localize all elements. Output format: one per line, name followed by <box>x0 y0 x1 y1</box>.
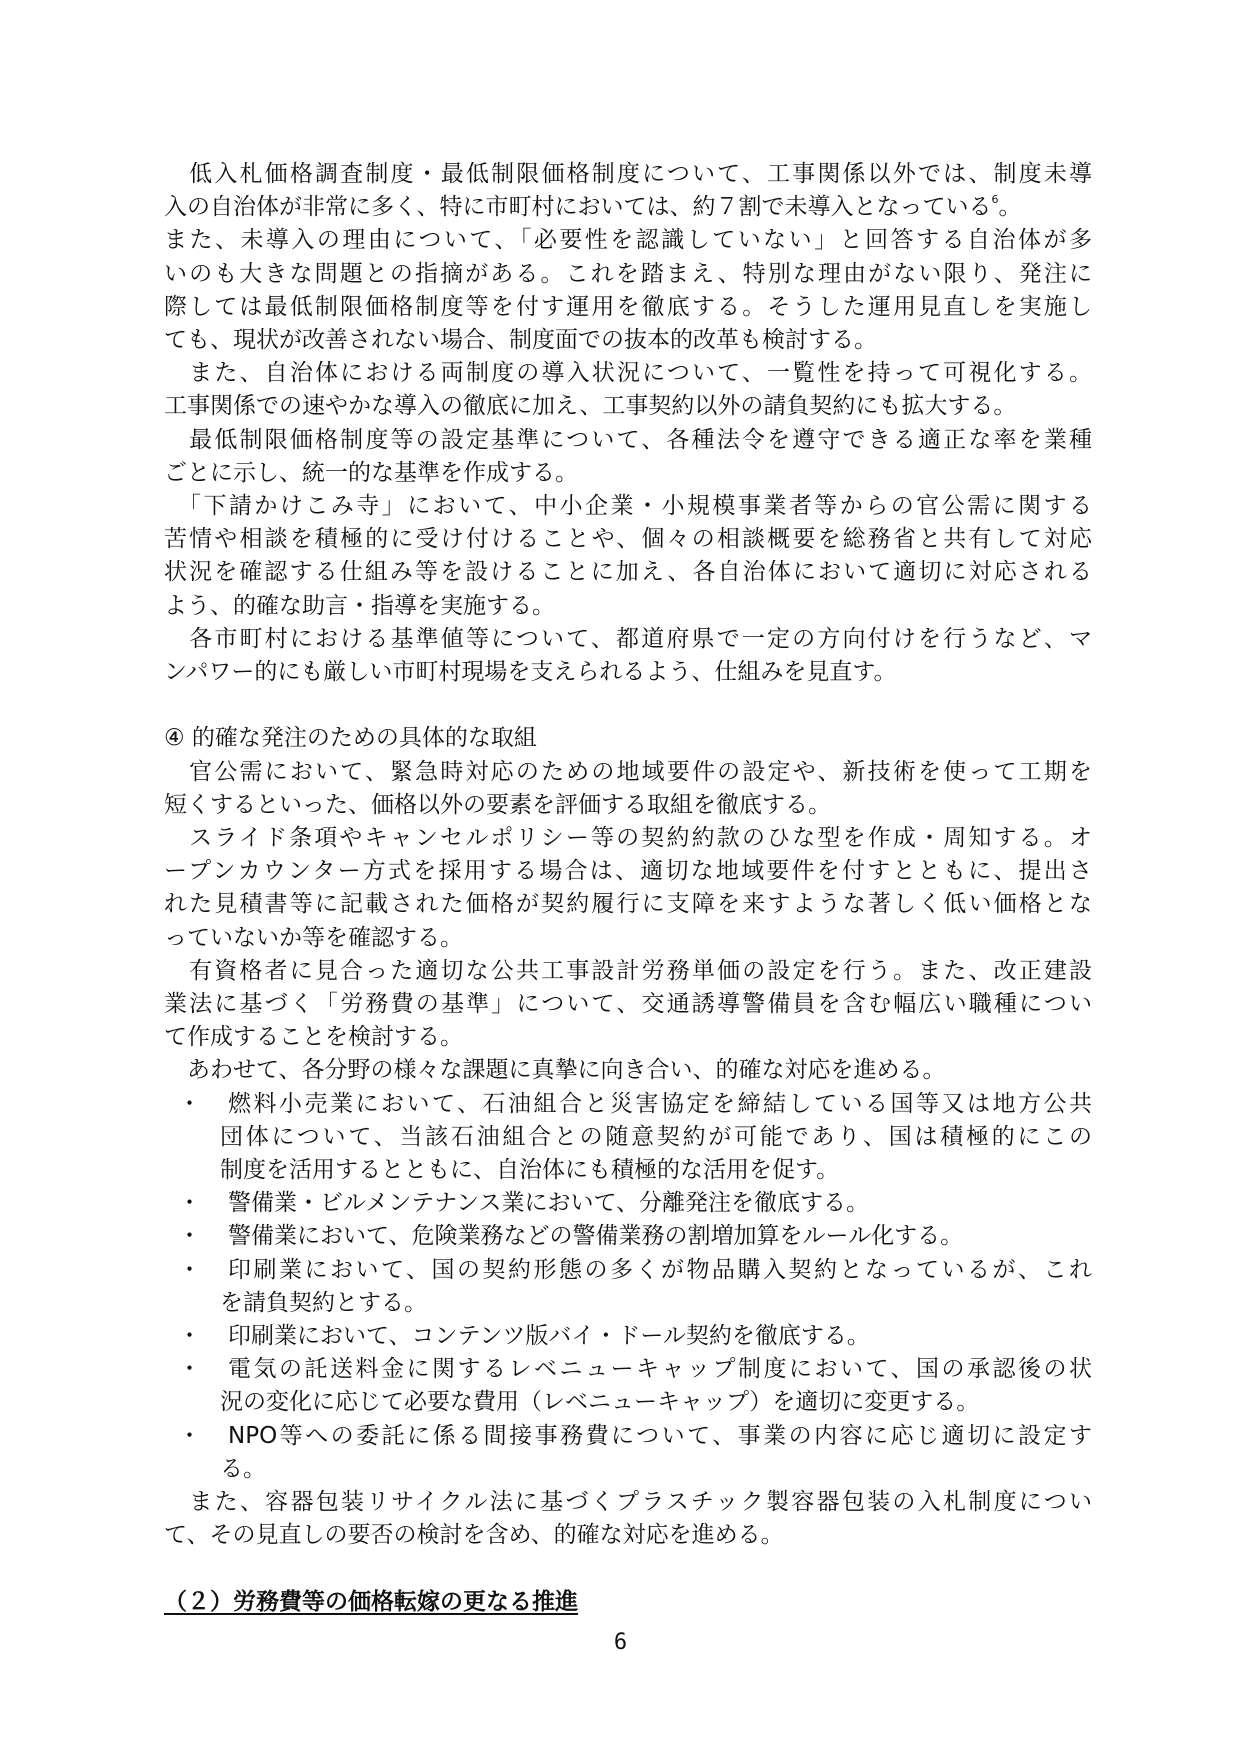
paragraph-line <box>164 789 1092 822</box>
bullet-item-line <box>178 1187 1092 1220</box>
text-span: 苦情や相談を積極的に受け付けることや、個々の相談概要を総務省と共有して対応 <box>164 526 1092 553</box>
text-span: また、自治体における両制度の導入状況について、一覧性を持って可視化する。 <box>164 360 1092 387</box>
text-span: 「下請かけこみ寺」において、中小企業・小規模事業者等からの官公需に関する <box>164 493 1092 519</box>
text-span: 有資格者に見合った適切な公共工事設計労務単価の設定を行う。また、改正建設 <box>164 957 1092 984</box>
paragraph-line <box>164 955 1092 988</box>
paragraph-line <box>164 291 1092 324</box>
bullet-item-line <box>178 1220 1092 1253</box>
body-text <box>164 0 1092 1755</box>
paragraph-line <box>164 623 1092 656</box>
paragraph-line <box>164 324 1092 357</box>
text-span: 業法に基づく「労務費の基準」について、交通誘導警備員を含む幅広い職種につい <box>164 991 1092 1017</box>
bullet-item-line <box>220 1453 1092 1486</box>
text-span: 入の自治体が非常に多く、特に市町村においては、約７割で未導入となっている <box>164 194 992 221</box>
bullet-item-line <box>220 1386 1092 1419</box>
paragraph-line <box>164 1054 1092 1087</box>
paragraph-line <box>164 656 1092 689</box>
paragraph-line <box>164 756 1092 789</box>
footnote-ref: 6 <box>991 193 999 207</box>
bullet-item-line <box>220 1154 1092 1187</box>
text-span: （２）労務費等の価格転嫁の更なる推進 <box>164 1588 578 1615</box>
bullet-item-line <box>178 1088 1092 1121</box>
footnote-tail: 。 <box>998 194 1022 221</box>
text-span: いのも大きな問題との指摘がある。これを踏まえ、特別な理由がない限り、発注に <box>164 260 1092 287</box>
text-span: 状況を確認する仕組み等を設けることに加え、各自治体において適切に対応される <box>164 559 1092 586</box>
bullet-item-line <box>220 1121 1092 1154</box>
section-heading <box>164 1586 578 1619</box>
bullet-item-line <box>178 1353 1092 1386</box>
paragraph-line <box>164 523 1092 556</box>
text-span: 際しては最低制限価格制度等を付す運用を徹底する。そうした運用見直しを実施し <box>164 293 1092 320</box>
text-span: 印刷業において、コンテンツ版バイ・ドール契約を徹底する。 <box>228 1323 870 1349</box>
text-span: 工事関係での速やかな導入の徹底に加え、工事契約以外の請負契約にも拡大する。 <box>164 393 1017 420</box>
paragraph-line <box>164 158 1092 191</box>
text-span: 低入札価格調査制度・最低制限価格制度について、工事関係以外では、制度未導 <box>164 161 1092 187</box>
page-number: 6 <box>613 1630 628 1655</box>
text-span: 各市町村における基準値等について、都道府県で一定の方向付けを行うなど、マ <box>164 625 1092 652</box>
paragraph-line <box>164 357 1092 390</box>
text-span: 短くするといった、価格以外の要素を評価する取組を徹底する。 <box>164 791 831 818</box>
bullet-mark: ・ <box>178 1223 201 1250</box>
text-span: 官公需において、緊急時対応のための地域要件の設定や、新技術を使って工期を <box>164 758 1092 785</box>
bullet-mark: ・ <box>178 1090 201 1117</box>
text-span: 警備業において、危険業務などの警備業務の割増加算をルール化する。 <box>228 1223 964 1250</box>
paragraph-line <box>164 822 1092 855</box>
paragraph-line <box>164 922 1092 955</box>
text-span: 最低制限価格制度等の設定基準について、各種法令を遵守できる適正な率を業種 <box>164 426 1092 453</box>
paragraph-line <box>164 1486 1092 1519</box>
paragraph-line <box>164 258 1092 291</box>
text-span: ンパワー的にも厳しい市町村現場を支えられるよう、仕組みを見直す。 <box>164 659 897 685</box>
paragraph-line <box>164 224 1092 257</box>
paragraph-line <box>164 988 1092 1021</box>
text-span: ープンカウンター方式を採用する場合は、適切な地域要件を付すとともに、提出さ <box>164 858 1092 885</box>
bullet-item-line <box>178 1320 1092 1353</box>
text-span: て、その見直しの要否の検討を含め、的確な対応を進める。 <box>164 1522 784 1549</box>
text-span: ても、現状が改善されない場合、制度面での抜本的改革も検討する。 <box>164 327 877 353</box>
paragraph-line <box>164 191 1092 224</box>
text-span: 印刷業において、国の契約形態の多くが物品購入契約となっているが、これ <box>228 1256 1092 1283</box>
bullet-mark: ・ <box>178 1323 201 1349</box>
paragraph-line <box>164 590 1092 623</box>
bullet-item-line <box>178 1420 1092 1453</box>
bullet-item-line <box>178 1254 1092 1287</box>
paragraph-line <box>164 1519 1092 1552</box>
bullet-mark: ・ <box>178 1422 201 1449</box>
text-span: あわせて、各分野の様々な課題に真摯に向き合い、的確な対応を進める。 <box>164 1057 946 1084</box>
text-span: ④ 的確な発注のための具体的な取組 <box>164 725 537 752</box>
text-span: また、容器包装リサイクル法に基づくプラスチック製容器包装の入札制度につい <box>164 1489 1092 1515</box>
bullet-item-line <box>220 1287 1092 1320</box>
paragraph-line <box>164 556 1092 589</box>
paragraph-line <box>164 457 1092 490</box>
paragraph-line <box>164 390 1092 423</box>
text-span: る。 <box>220 1455 266 1482</box>
paragraph-line <box>164 1021 1092 1054</box>
text-span: 警備業・ビルメンテナンス業において、分離発注を徹底する。 <box>228 1190 870 1217</box>
text-span: を請負契約とする。 <box>220 1289 427 1316</box>
text-span: NPO等への委託に係る間接事務費について、事業の内容に応じ適切に設定す <box>228 1422 1092 1449</box>
text-span: 燃料小売業において、石油組合と災害協定を締結している国等又は地方公共 <box>228 1090 1092 1117</box>
section-heading <box>164 722 1092 755</box>
paragraph-line <box>164 855 1092 888</box>
text-span: 況の変化に応じて必要な費用（レベニューキャップ）を適切に変更する。 <box>220 1389 980 1416</box>
paragraph-line <box>164 424 1092 457</box>
text-span: スライド条項やキャンセルポリシー等の契約約款のひな型を作成・周知する。オ <box>164 825 1092 851</box>
text-span: ごとに示し、統一的な基準を作成する。 <box>164 459 578 486</box>
bullet-mark: ・ <box>178 1256 201 1283</box>
bullet-mark: ・ <box>178 1190 201 1217</box>
text-span: 電気の託送料金に関するレベニューキャップ制度において、国の承認後の状 <box>228 1356 1092 1383</box>
paragraph-line <box>164 490 1092 523</box>
text-span: っていないか等を確認する。 <box>164 924 463 951</box>
text-span: 団体について、当該石油組合との随意契約が可能であり、国は積極的にこの <box>220 1123 1092 1150</box>
paragraph-line <box>164 888 1092 921</box>
bullet-mark: ・ <box>178 1356 201 1383</box>
text-span: て作成することを検討する。 <box>164 1024 463 1051</box>
text-span: よう、的確な助言・指導を実施する。 <box>164 592 555 619</box>
text-span: 制度を活用するとともに、自治体にも積極的な活用を促す。 <box>220 1157 840 1183</box>
text-span: れた見積書等に記載された価格が契約履行に支障を来すような著しく低い価格とな <box>164 891 1092 918</box>
text-span: また、未導入の理由について、「必要性を認識していない」と回答する自治体が多 <box>164 227 1092 254</box>
